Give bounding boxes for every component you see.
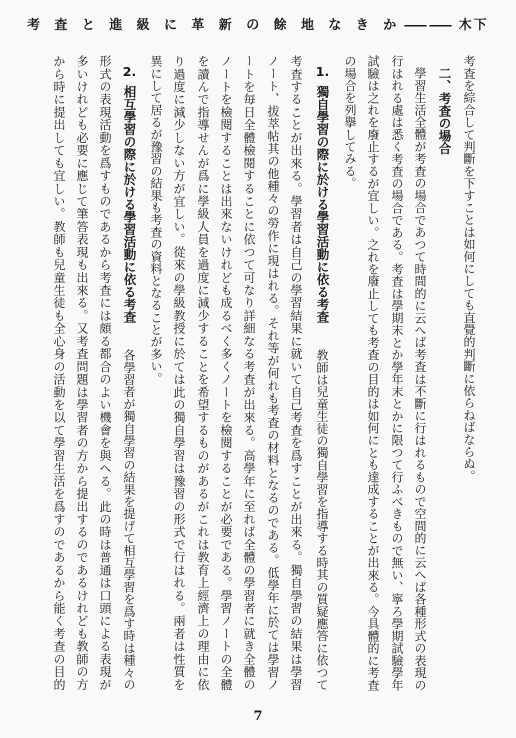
running-header [27, 16, 489, 36]
text-column [147, 55, 165, 691]
running-header-dash: —— [402, 18, 453, 33]
text-column [170, 55, 188, 691]
text-line: 學習生活全體が考査の場合であつて時間的に云へば考査は不斷に行はれるもので空間的に云へば各種形式の表現の [413, 67, 427, 691]
text-line: を讀んで指導せんが爲に學級人員を過度に減少することを希望するものがあるがこれは教育上經濟上の理由に依 [196, 55, 210, 691]
page-number: 7 [253, 709, 263, 724]
section-heading-text: 二、考査の場合 [437, 67, 452, 155]
text-line: 形式の表現活動を爲すものであるから考査には頗る都合のよい機會を與へる。此の時は普通は口頭による表現が [98, 55, 112, 691]
text-column [341, 55, 359, 691]
text-line: ートを毎日全體檢閱することに依つて可なり詳細なる考査が出來る。高學年に至れば全體の學習者に就き全體の [242, 55, 256, 691]
text-column [194, 55, 212, 691]
text-column [73, 55, 91, 691]
running-header-author: 木下 [458, 18, 489, 33]
text-column [217, 55, 235, 691]
text-line: り過度に減少しない方が宜しい。從來の學級教授に於ては此の獨自學習は豫習の形式で行はれる。兩者は性質を [172, 55, 186, 691]
text-line: 試驗は之れを廢止するが宜しい。之れを廢止しても考査の目的は如何にとも達成することが出來る。今具體的に考査 [366, 55, 380, 691]
text-column [264, 55, 282, 691]
running-header-title: 考査と進級に革新の餘地なきか [27, 18, 411, 33]
text-column [287, 55, 305, 691]
text-line: 多いけれども必要に應じて筆答表現も出來る。又考査問題は學習者の方から提出するのであるけれども教師の方 [75, 55, 89, 691]
text-line: 異にして居るが豫習の結果も考査の資料となることが多い。 [149, 55, 163, 385]
text-line: ノートを檢閱することは出來ないけれども成るべく多くノートを檢閱することが必要である。學習ノートの全體 [219, 55, 233, 691]
text-column [388, 55, 406, 691]
subsection-title: 相互學習の際に於ける學習活動に依る考査 [122, 85, 137, 323]
text-line: 教師は兒童生徒の獨自學習を指導する時其の質疑應答に依つて [315, 349, 329, 691]
text-line: 考査を綜合して判斷を下すことは如何にしても直覺的判斷に依らねばならぬ。 [462, 55, 476, 482]
subsection-number: 2. [122, 65, 137, 78]
subsection-number: 1. [315, 65, 330, 78]
text-column [50, 55, 68, 691]
text-line: 考査することが出來る。學習者は自己の學習結果に就いて自己考査を爲すことが出來る。獨自學習の結果は學習 [289, 55, 303, 691]
text-column [240, 55, 258, 691]
text-column [411, 55, 429, 691]
subsection-heading-column [120, 55, 138, 691]
subsection-heading [313, 65, 331, 323]
section-heading [435, 55, 453, 691]
text-line: ノート、拔萃帖其の他種々の勞作に現はれる。それ等が何れも考査の材料となるのである。低學年に於ては學習ノ [266, 55, 280, 691]
subsection-heading-column [313, 55, 331, 691]
subsection-title: 獨自學習の際に於ける學習活動に依る考査 [315, 85, 330, 323]
text-line: の場合を列擧してみる。 [343, 55, 357, 190]
subsection-heading [120, 65, 138, 323]
text-line: から時に提出しても宜しい。教師も兒童生徒も全心身の活動を以て學習生活を爲すのであるから能く考査の目的 [52, 55, 66, 691]
text-column [96, 55, 114, 691]
text-column [364, 55, 382, 691]
text-line: 各學習者が獨自學習の結果を提げて相互學習を爲す時は種々の [122, 349, 136, 691]
text-column [460, 55, 478, 691]
text-line: 行はれる處は悉く考査の場合である。考査は學期末とか學年末とかに限つて行ふべきもので無い、寧ろ學期試驗學年 [390, 55, 404, 691]
